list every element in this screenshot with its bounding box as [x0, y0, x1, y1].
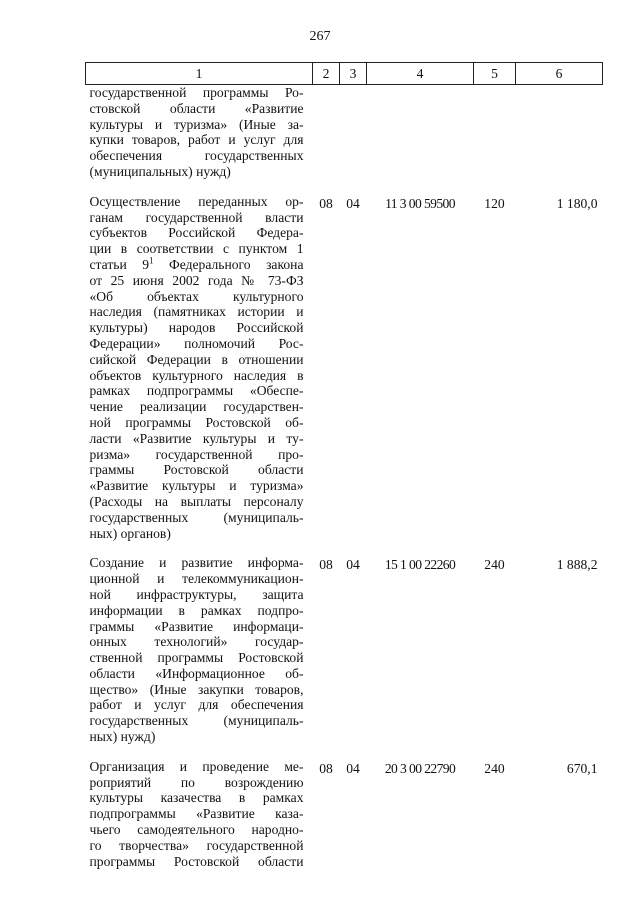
text-line: ных) нужд): [89, 729, 156, 745]
table-header-row: [86, 63, 603, 85]
amount: [516, 85, 603, 194]
text-line: ственной программы Ростовской: [89, 650, 304, 666]
text-line: Осуществление переданных ор-: [89, 193, 304, 209]
text-line: обеспечения государственных: [89, 148, 304, 164]
text-line: щество» (Иные закупки товаров,: [89, 681, 304, 697]
subsection-code: [340, 85, 367, 194]
text-fragment: Федерального закона: [169, 256, 304, 272]
text-line: Организация и проведение ме-: [89, 758, 304, 774]
table-row: [86, 555, 603, 759]
text-line: ционной и телекоммуникацион-: [89, 571, 304, 587]
row-description: [86, 194, 313, 556]
text-line: «Развитие культуры и туризма»: [89, 478, 304, 494]
text-line: культуры и туризма» (Иные за-: [89, 116, 304, 132]
text-line: от 25 июня 2002 года № 73-ФЗ: [89, 272, 304, 288]
expense-type-code: 240: [484, 760, 505, 776]
column-header: 6: [516, 63, 603, 85]
text-line: государственных (муниципаль-: [89, 509, 304, 525]
text-line: (муниципальных) нужд): [89, 163, 231, 179]
text-line: ных) органов): [89, 525, 171, 541]
amount: 670,1: [566, 760, 598, 776]
text-line: го творчества» государственной: [89, 837, 304, 853]
text-line: государственных (муниципаль-: [89, 713, 304, 729]
subsection-code: 04: [346, 557, 360, 573]
text-line: наследия (памятниках истории и: [89, 304, 304, 320]
target-article-code: [367, 85, 474, 194]
text-line: сийской Федерации в отношении: [89, 351, 304, 367]
text-line: работ и услуг для обеспечения: [89, 697, 304, 713]
text-line: купки товаров, работ и услуг для: [89, 132, 304, 148]
column-header: 4: [367, 63, 474, 85]
text-line: ной программы Ростовской об-: [89, 414, 304, 430]
text-line: Создание и развитие информа-: [89, 555, 304, 571]
text-line: граммы «Развитие информаци-: [89, 618, 304, 634]
text-line: программы Ростовской области: [89, 853, 304, 869]
table-row: [86, 194, 603, 556]
text-line: ции в соответствии с пунктом 1: [89, 241, 304, 257]
superscript: 1: [149, 255, 154, 266]
column-header: 3: [340, 63, 367, 85]
row-description: [86, 85, 313, 194]
table-row: [86, 759, 603, 884]
text-line: культуры казачества в рамках: [89, 790, 304, 806]
target-article-code: 15 1 00 22260: [384, 557, 456, 573]
text-line: стовской области «Развитие: [89, 100, 304, 116]
section-code: [313, 85, 340, 194]
page-number: 267: [309, 29, 331, 44]
expense-type-code: [474, 85, 516, 194]
text-line: чьего самодеятельного народно-: [89, 822, 304, 838]
row-description: [86, 555, 313, 759]
text-line: ганам государственной власти: [89, 209, 304, 225]
text-line: ной инфраструктуры, защита: [89, 586, 304, 602]
text-line: граммы Ростовской области: [89, 462, 304, 478]
text-line: рамках подпрограммы «Обеспе-: [89, 383, 304, 399]
text-line: ласти «Развитие культуры и ту-: [89, 430, 304, 446]
text-line: онных технологий» государ-: [89, 634, 304, 650]
text-line: объектов культурного наследия в: [89, 367, 304, 383]
text-line-with-superscript: [90, 257, 304, 273]
text-line: подпрограммы «Развитие каза-: [89, 806, 304, 822]
row-description: [86, 759, 313, 884]
text-fragment: статьи 9: [89, 256, 150, 272]
column-header: 1: [86, 63, 313, 85]
section-code: 08: [319, 195, 333, 211]
target-article-code: 20 3 00 22790: [384, 760, 456, 776]
section-code: 08: [319, 760, 333, 776]
amount: 1 888,2: [556, 557, 598, 573]
text-line: (Расходы на выплаты персоналу: [89, 493, 304, 509]
text-line: Федерации» полномочий Рос-: [89, 335, 304, 351]
expense-type-code: 240: [484, 557, 505, 573]
column-header: 2: [313, 63, 340, 85]
budget-table: [85, 62, 603, 883]
subsection-code: 04: [346, 195, 360, 211]
text-line: «Об объектах культурного: [89, 288, 304, 304]
expense-type-code: 120: [484, 195, 505, 211]
column-header: 5: [474, 63, 516, 85]
text-line: ризма» государственной про-: [89, 446, 304, 462]
text-line: роприятий по возрождению: [89, 774, 304, 790]
amount: 1 180,0: [556, 195, 598, 211]
text-line: государственной программы Ро-: [89, 85, 304, 100]
target-article-code: 11 3 00 59500: [385, 195, 455, 211]
section-code: 08: [319, 557, 333, 573]
text-line: информации в рамках подпро-: [89, 602, 304, 618]
text-line: субъектов Российской Федера-: [89, 225, 304, 241]
subsection-code: 04: [346, 760, 360, 776]
table-row: [86, 85, 603, 194]
text-line: области «Информационное об-: [89, 665, 304, 681]
text-line: культуры) народов Российской: [89, 320, 304, 336]
text-line: чение реализации государствен-: [89, 399, 304, 415]
